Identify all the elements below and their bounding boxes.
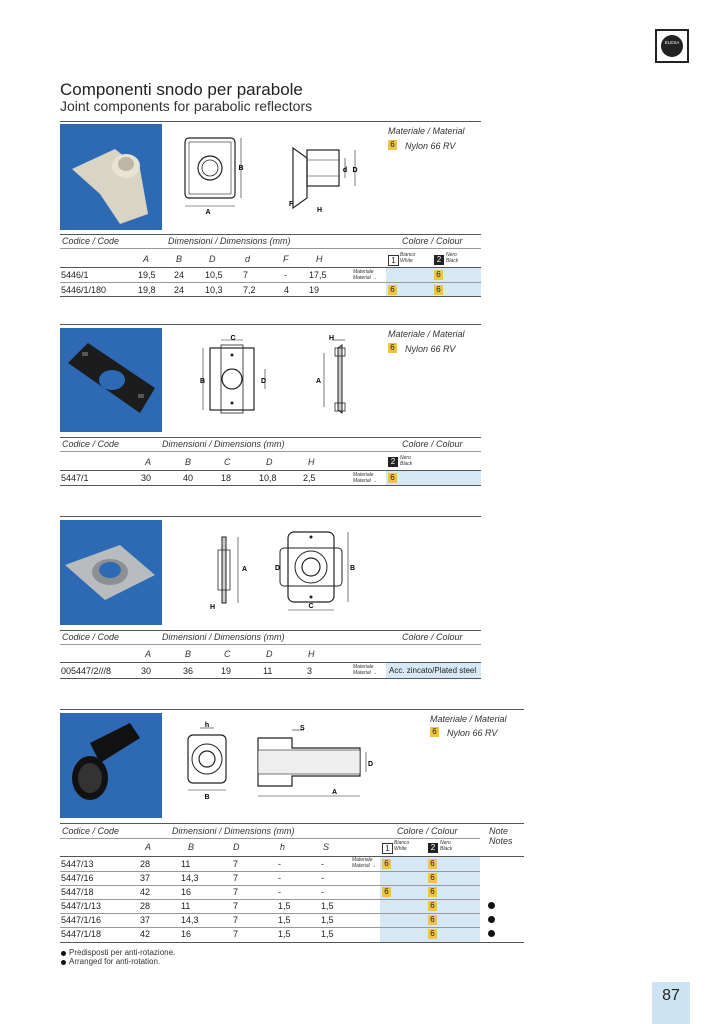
table-cell: 30 <box>141 473 152 483</box>
section1-top-rule <box>60 121 481 122</box>
col-c: C <box>224 457 231 467</box>
table-cell: 42 <box>140 929 151 939</box>
dim-h-label: H <box>210 604 216 611</box>
black-badge: 6 <box>428 915 437 925</box>
table-cell: 10,3 <box>205 285 223 295</box>
section4-code-header: Codice / Code <box>62 826 120 836</box>
section3-hdr-rule <box>60 644 481 645</box>
footnote-bullet-icon <box>61 951 66 956</box>
table-cell: 11 <box>181 901 191 911</box>
white-badge: 6 <box>388 285 397 295</box>
section2-table-rule <box>60 437 481 438</box>
black-badge: 6 <box>428 859 437 869</box>
table-cell: 17,5 <box>309 270 327 280</box>
table-cell: - <box>278 859 281 869</box>
colour-1-box: 1 <box>388 255 399 266</box>
dim-c-label: C <box>230 335 236 342</box>
dim-c-label: C <box>308 603 314 610</box>
section2-hdr-rule <box>60 451 481 452</box>
table-cell: 7 <box>233 915 239 925</box>
table-cell: 2,5 <box>303 473 316 483</box>
table-cell: - <box>278 873 281 883</box>
col-d-small: d <box>245 254 251 264</box>
white-badge: 6 <box>382 887 391 897</box>
dim-f-label: F <box>289 201 294 208</box>
table-cell: 36 <box>183 666 194 676</box>
table-cell: 7 <box>233 901 239 911</box>
col-a: A <box>145 457 152 467</box>
section2-side-drawing <box>310 333 370 423</box>
table-cell: - <box>278 887 281 897</box>
section1-code-header: Codice / Code <box>62 236 120 246</box>
section1-table-rule <box>60 234 481 235</box>
section3-table-rule <box>60 630 481 631</box>
dim-b-label: B <box>204 794 210 801</box>
table-row-code: 005447/2///8 <box>61 666 112 676</box>
table-cell: 1,5 <box>278 929 291 939</box>
dim-b-label: B <box>200 378 206 385</box>
footnote-bullet-icon <box>61 960 66 965</box>
section3-dims-header: Dimensioni / Dimensions (mm) <box>162 632 285 642</box>
row-separator <box>60 913 480 914</box>
colour-2-box: 2 <box>434 255 444 265</box>
anti-rotation-note-icon <box>488 930 495 937</box>
dim-d-large-label: D <box>352 167 358 174</box>
section2-material-label: Materiale / Material <box>388 329 465 339</box>
black-badge: 6 <box>428 887 437 897</box>
black-badge: 6 <box>388 473 397 483</box>
col-h: H <box>316 254 323 264</box>
table-cell: - <box>321 887 324 897</box>
table-cell: - <box>284 270 287 280</box>
colour-1-box: 1 <box>382 843 393 854</box>
material-small: Material → <box>353 670 378 676</box>
table-cell: - <box>321 873 324 883</box>
section4-material-name: Nylon 66 RV <box>447 728 498 738</box>
col-a: A <box>145 842 152 852</box>
table-cell: 18 <box>221 473 232 483</box>
row-separator <box>60 899 480 900</box>
section2-colour-bg <box>386 471 481 485</box>
black-it: Nero <box>400 455 411 461</box>
table-cell: 11 <box>263 666 273 676</box>
black-it: Nero <box>440 840 451 846</box>
table-row-code: 5447/13 <box>61 859 94 869</box>
section1-colour-header: Colore / Colour <box>402 236 463 246</box>
table-cell: 3 <box>307 666 313 676</box>
anti-rotation-note-icon <box>488 902 495 909</box>
table-row-code: 5447/1 <box>61 473 89 483</box>
section2-code-header: Codice / Code <box>62 439 120 449</box>
dim-a-label: A <box>242 566 248 573</box>
dim-a-label: A <box>316 378 322 385</box>
page-subtitle: Joint components for parabolic reflectors <box>60 98 313 114</box>
section2-photo <box>60 328 162 432</box>
dim-d-small-label: d <box>342 167 348 174</box>
section2-rows-bottom <box>60 485 481 486</box>
black-en: Black <box>446 258 459 264</box>
col-d: D <box>233 842 240 852</box>
table-cell: 1,5 <box>278 915 291 925</box>
section1-material-badge: 6 <box>388 140 397 150</box>
section4-front-drawing <box>178 720 238 810</box>
col-d: D <box>266 457 273 467</box>
colour-2-box: 2 <box>388 457 398 467</box>
section2-dims-header: Dimensioni / Dimensions (mm) <box>162 439 285 449</box>
table-cell: 7 <box>233 859 239 869</box>
section2-material-badge: 6 <box>388 343 397 353</box>
materiale-small: Materiale <box>353 664 374 670</box>
table-cell: 7 <box>243 270 249 280</box>
white-en: White <box>400 258 413 264</box>
table-cell: 28 <box>140 859 151 869</box>
note-header-en: Notes <box>489 836 513 846</box>
table-cell: 30 <box>141 666 152 676</box>
note-header-it: Note <box>489 826 509 836</box>
table-cell: 19 <box>221 666 232 676</box>
table-cell: 10,8 <box>259 473 277 483</box>
colour-2-box: 2 <box>428 843 438 853</box>
white-it: Bianco <box>400 252 416 258</box>
logo-text: ELESA <box>664 40 680 45</box>
black-badge: 6 <box>434 285 443 295</box>
col-d: D <box>266 649 273 659</box>
col-f: F <box>283 254 289 264</box>
section1-material-name: Nylon 66 RV <box>405 141 456 151</box>
brand-logo <box>655 29 689 63</box>
section4-material-label: Materiale / Material <box>430 714 507 724</box>
col-b: B <box>185 649 192 659</box>
dim-h-label: H <box>317 207 323 214</box>
row-separator <box>60 927 480 928</box>
dim-s-label: S <box>300 725 305 732</box>
section4-hdr-rule <box>60 838 480 839</box>
footnote-it: Predisposti per anti-rotazione. <box>69 948 176 957</box>
anti-rotation-note-icon <box>488 916 495 923</box>
black-en: Black <box>400 461 413 467</box>
dim-d-label: D <box>261 378 267 385</box>
table-cell: 24 <box>174 285 185 295</box>
black-badge: 6 <box>428 873 437 883</box>
table-cell: 10,5 <box>205 270 223 280</box>
dim-d-label: D <box>275 565 281 572</box>
table-cell: 7 <box>233 929 239 939</box>
section1-material-label: Materiale / Material <box>388 126 465 136</box>
dim-h-label: H <box>329 335 335 342</box>
col-b: B <box>188 842 195 852</box>
section1-front-drawing <box>175 128 255 218</box>
section4-table-rule <box>60 823 524 824</box>
section3-side-drawing <box>200 525 250 615</box>
materiale-small: Materiale <box>352 857 373 863</box>
row-separator <box>60 871 480 872</box>
dim-a-label: A <box>205 209 211 216</box>
table-cell: 1,5 <box>321 901 334 911</box>
white-badge: 6 <box>382 859 391 869</box>
material-small: Material → <box>353 275 378 281</box>
table-cell: 14,3 <box>181 873 199 883</box>
table-cell: 4 <box>284 285 290 295</box>
table-cell: 42 <box>140 887 151 897</box>
col-b: B <box>176 254 183 264</box>
section4-top-rule <box>60 709 524 710</box>
material-small: Material → <box>353 478 378 484</box>
section4-photo <box>60 713 162 818</box>
col-b: B <box>185 457 192 467</box>
black-badge: 6 <box>434 270 443 280</box>
table-cell: 1,5 <box>321 915 334 925</box>
section2-front-drawing <box>195 333 285 423</box>
col-h: H <box>308 457 315 467</box>
white-it: Bianco <box>394 840 410 846</box>
section2-colour-header: Colore / Colour <box>402 439 463 449</box>
section3-photo <box>60 520 162 625</box>
table-cell: 37 <box>140 915 151 925</box>
table-cell: 19 <box>309 285 320 295</box>
row-separator <box>60 885 480 886</box>
dim-a-label: A <box>332 789 338 796</box>
section2-top-rule <box>60 324 481 325</box>
materiale-small: Materiale <box>353 472 374 478</box>
dim-b-label: B <box>238 165 244 172</box>
table-row-code: 5447/18 <box>61 887 94 897</box>
section3-rows-bottom <box>60 678 481 679</box>
table-row-code: 5446/1/180 <box>61 285 107 295</box>
table-cell: 28 <box>140 901 151 911</box>
page-title: Componenti snodo per parabole <box>60 80 303 99</box>
table-cell: 16 <box>181 887 192 897</box>
black-badge: 6 <box>428 929 437 939</box>
white-en: White <box>394 846 407 852</box>
black-en: Black <box>440 846 453 852</box>
black-badge: 6 <box>428 901 437 911</box>
material-name: Acc. zincato/Plated steel <box>389 666 477 675</box>
section4-colour-header: Colore / Colour <box>397 826 458 836</box>
table-cell: 1,5 <box>321 929 334 939</box>
table-cell: - <box>321 859 324 869</box>
col-a: A <box>143 254 150 264</box>
section4-dims-header: Dimensioni / Dimensions (mm) <box>172 826 295 836</box>
section1-dims-header: Dimensioni / Dimensions (mm) <box>168 236 291 246</box>
col-d: D <box>209 254 216 264</box>
section3-top-rule <box>60 516 481 517</box>
dim-d-label: D <box>368 761 374 768</box>
footnote-en: Arranged for anti-rotation. <box>69 957 161 966</box>
section4-side-drawing <box>252 720 382 810</box>
table-row-code: 5447/1/13 <box>61 901 102 911</box>
table-cell: 24 <box>174 270 185 280</box>
table-cell: 40 <box>183 473 194 483</box>
table-cell: 7 <box>233 887 239 897</box>
table-cell: 19,8 <box>138 285 156 295</box>
section1-photo <box>60 124 162 230</box>
logo-graphic <box>657 31 687 61</box>
table-cell: 7 <box>233 873 239 883</box>
material-small: Material → <box>352 863 377 869</box>
table-row-code: 5446/1 <box>61 270 89 280</box>
col-s: S <box>323 842 330 852</box>
table-row-code: 5447/1/16 <box>61 915 102 925</box>
page-number: 87 <box>652 982 690 1024</box>
table-row-code: 5447/16 <box>61 873 94 883</box>
section3-colour-header: Colore / Colour <box>402 632 463 642</box>
section3-front-drawing <box>270 522 360 617</box>
section1-hdr-rule <box>60 248 481 249</box>
section4-rows-bottom <box>60 942 524 943</box>
section1-rows-bottom <box>60 296 481 297</box>
section2-material-name: Nylon 66 RV <box>405 344 456 354</box>
table-cell: 37 <box>140 873 151 883</box>
dim-b-label: B <box>350 565 356 572</box>
table-cell: 1,5 <box>278 901 291 911</box>
table-cell: 16 <box>181 929 192 939</box>
dim-h-label: h <box>204 722 210 729</box>
col-a: A <box>145 649 152 659</box>
table-cell: 19,5 <box>138 270 156 280</box>
col-h: h <box>280 842 286 852</box>
black-it: Nero <box>446 252 457 258</box>
materiale-small: Materiale <box>353 269 374 275</box>
table-row-code: 5447/1/18 <box>61 929 102 939</box>
section4-material-badge: 6 <box>430 727 439 737</box>
col-h: H <box>308 649 315 659</box>
table-cell: 14,3 <box>181 915 199 925</box>
table-cell: 11 <box>181 859 191 869</box>
table-cell: 7,2 <box>243 285 256 295</box>
section1-side-drawing <box>285 128 365 218</box>
section1-row-sep <box>60 282 481 283</box>
section3-code-header: Codice / Code <box>62 632 120 642</box>
col-c: C <box>224 649 231 659</box>
